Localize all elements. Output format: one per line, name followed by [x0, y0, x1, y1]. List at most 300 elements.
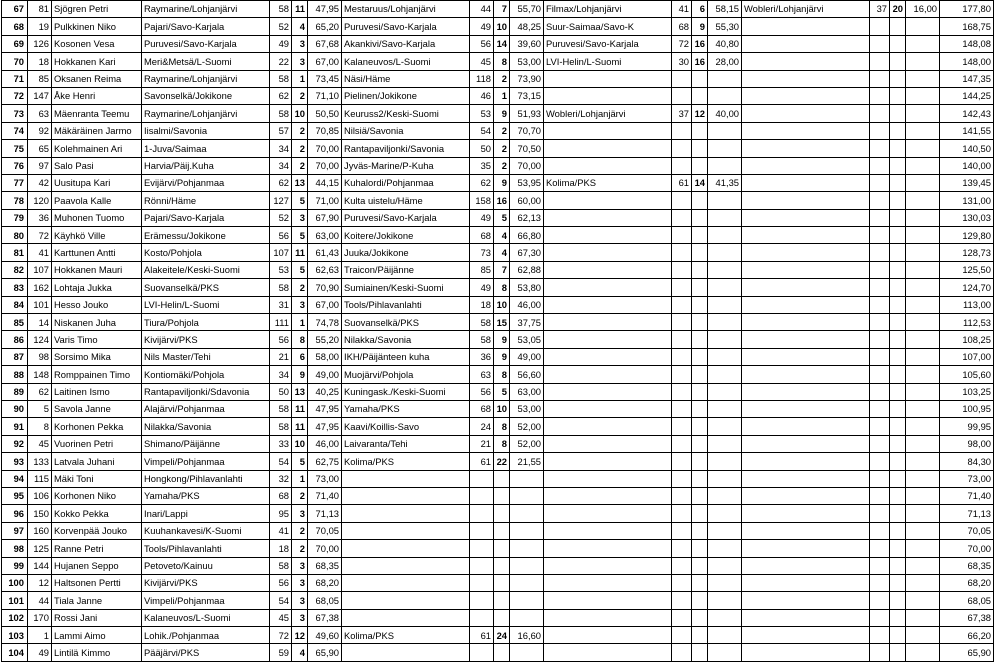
- place2-cell: 8: [494, 279, 510, 296]
- boat3-cell: [672, 209, 692, 226]
- boat1-cell: 50: [270, 383, 292, 400]
- venue2-cell: Puruvesi/Savo-Karjala: [342, 18, 470, 35]
- points2-cell: 53,00: [510, 400, 544, 417]
- rank-cell: 93: [2, 453, 28, 470]
- venue4-cell: [742, 192, 870, 209]
- boat4-cell: [870, 592, 890, 609]
- points1-cell: 71,40: [308, 487, 342, 504]
- points1-cell: 65,20: [308, 18, 342, 35]
- boat1-cell: 45: [270, 609, 292, 626]
- venue2-cell: [342, 505, 470, 522]
- table-row: [2, 627, 994, 644]
- points2-cell: [510, 540, 544, 557]
- points3-cell: [708, 609, 742, 626]
- name-cell: Mäkäräinen Jarmo: [52, 122, 142, 139]
- place1-cell: 5: [292, 453, 308, 470]
- place1-cell: 3: [292, 53, 308, 70]
- points3-cell: [708, 227, 742, 244]
- boat1-cell: 54: [270, 453, 292, 470]
- points3-cell: [708, 540, 742, 557]
- rank-cell: 91: [2, 418, 28, 435]
- table-row: [2, 35, 994, 52]
- place4-cell: [890, 644, 906, 661]
- place1-cell: 12: [292, 627, 308, 644]
- venue2-cell: [342, 522, 470, 539]
- place2-cell: 10: [494, 400, 510, 417]
- boat3-cell: [672, 331, 692, 348]
- bib-cell: 162: [28, 279, 52, 296]
- venue2-cell: Kolima/PKS: [342, 627, 470, 644]
- place1-cell: 3: [292, 209, 308, 226]
- venue1-cell: Puruvesi/Savo-Karjala: [142, 35, 270, 52]
- points1-cell: 49,00: [308, 366, 342, 383]
- venue4-cell: [742, 105, 870, 122]
- bib-cell: 97: [28, 157, 52, 174]
- boat3-cell: [672, 470, 692, 487]
- boat3-cell: [672, 435, 692, 452]
- boat4-cell: [870, 87, 890, 104]
- bib-cell: 36: [28, 209, 52, 226]
- points2-cell: 53,05: [510, 331, 544, 348]
- boat2-cell: 49: [470, 279, 494, 296]
- place3-cell: [692, 487, 708, 504]
- venue2-cell: Kalaneuvos/L-Suomi: [342, 53, 470, 70]
- place4-cell: [890, 87, 906, 104]
- bib-cell: 148: [28, 366, 52, 383]
- points3-cell: [708, 296, 742, 313]
- table-row: [2, 174, 994, 191]
- venue2-cell: Kolima/PKS: [342, 453, 470, 470]
- boat1-cell: 52: [270, 209, 292, 226]
- place3-cell: [692, 574, 708, 591]
- boat3-cell: [672, 557, 692, 574]
- place4-cell: [890, 314, 906, 331]
- boat1-cell: 53: [270, 261, 292, 278]
- venue2-cell: Sumiainen/Keski-Suomi: [342, 279, 470, 296]
- venue3-cell: [544, 261, 672, 278]
- place3-cell: [692, 557, 708, 574]
- place4-cell: [890, 540, 906, 557]
- boat3-cell: 37: [672, 105, 692, 122]
- table-row: [2, 435, 994, 452]
- venue3-cell: [544, 331, 672, 348]
- place4-cell: [890, 418, 906, 435]
- name-cell: Haltsonen Pertti: [52, 574, 142, 591]
- venue4-cell: [742, 348, 870, 365]
- place4-cell: [890, 192, 906, 209]
- points4-cell: [906, 70, 940, 87]
- boat1-cell: 58: [270, 557, 292, 574]
- boat1-cell: 33: [270, 435, 292, 452]
- total-cell: 68,35: [940, 557, 994, 574]
- venue3-cell: [544, 87, 672, 104]
- venue3-cell: Suur-Saimaa/Savo-K: [544, 18, 672, 35]
- name-cell: Salo Pasi: [52, 157, 142, 174]
- place1-cell: 2: [292, 279, 308, 296]
- place1-cell: 9: [292, 366, 308, 383]
- boat3-cell: [672, 261, 692, 278]
- points4-cell: [906, 192, 940, 209]
- boat2-cell: [470, 505, 494, 522]
- boat4-cell: [870, 574, 890, 591]
- points2-cell: 52,00: [510, 435, 544, 452]
- boat4-cell: [870, 418, 890, 435]
- rank-cell: 83: [2, 279, 28, 296]
- venue1-cell: LVI-Helin/L-Suomi: [142, 296, 270, 313]
- venue1-cell: Tiura/Pohjola: [142, 314, 270, 331]
- points1-cell: 73,45: [308, 70, 342, 87]
- boat1-cell: 58: [270, 70, 292, 87]
- table-row: [2, 157, 994, 174]
- place2-cell: [494, 505, 510, 522]
- boat1-cell: 49: [270, 35, 292, 52]
- place4-cell: [890, 244, 906, 261]
- venue2-cell: Mestaruus/Lohjanjärvi: [342, 1, 470, 18]
- boat1-cell: 95: [270, 505, 292, 522]
- points1-cell: 47,95: [308, 400, 342, 417]
- venue3-cell: [544, 244, 672, 261]
- boat3-cell: [672, 487, 692, 504]
- venue1-cell: Shimano/Päijänne: [142, 435, 270, 452]
- points2-cell: 62,13: [510, 209, 544, 226]
- bib-cell: 62: [28, 383, 52, 400]
- place3-cell: 9: [692, 18, 708, 35]
- place1-cell: 6: [292, 348, 308, 365]
- points4-cell: [906, 453, 940, 470]
- boat2-cell: 118: [470, 70, 494, 87]
- venue4-cell: [742, 296, 870, 313]
- boat4-cell: [870, 540, 890, 557]
- venue3-cell: LVI-Helin/L-Suomi: [544, 53, 672, 70]
- venue4-cell: [742, 522, 870, 539]
- venue1-cell: Petoveto/Kainuu: [142, 557, 270, 574]
- place1-cell: 3: [292, 592, 308, 609]
- place3-cell: [692, 279, 708, 296]
- venue4-cell: [742, 574, 870, 591]
- venue4-cell: [742, 644, 870, 661]
- boat2-cell: [470, 609, 494, 626]
- table-row: [2, 18, 994, 35]
- bib-cell: 170: [28, 609, 52, 626]
- points2-cell: [510, 505, 544, 522]
- venue2-cell: Kulta uistelu/Häme: [342, 192, 470, 209]
- bib-cell: 126: [28, 35, 52, 52]
- points3-cell: [708, 505, 742, 522]
- name-cell: Sjögren Petri: [52, 1, 142, 18]
- boat3-cell: 30: [672, 53, 692, 70]
- points4-cell: [906, 487, 940, 504]
- name-cell: Lammi Aimo: [52, 627, 142, 644]
- place3-cell: [692, 435, 708, 452]
- name-cell: Lintilä Kimmo: [52, 644, 142, 661]
- venue2-cell: Pielinen/Jokikone: [342, 87, 470, 104]
- points1-cell: 73,00: [308, 470, 342, 487]
- points3-cell: [708, 314, 742, 331]
- venue2-cell: Nilsiä/Savonia: [342, 122, 470, 139]
- place1-cell: 2: [292, 540, 308, 557]
- results-table: [1, 0, 994, 662]
- place3-cell: [692, 314, 708, 331]
- boat4-cell: [870, 105, 890, 122]
- venue2-cell: Kaavi/Koillis-Savo: [342, 418, 470, 435]
- total-cell: 98,00: [940, 435, 994, 452]
- venue1-cell: Tools/Pihlavanlahti: [142, 540, 270, 557]
- place3-cell: [692, 592, 708, 609]
- points3-cell: [708, 400, 742, 417]
- total-cell: 71,40: [940, 487, 994, 504]
- venue2-cell: Kuhalordi/Pohjanmaa: [342, 174, 470, 191]
- boat1-cell: 111: [270, 314, 292, 331]
- points1-cell: 70,00: [308, 157, 342, 174]
- total-cell: 168,75: [940, 18, 994, 35]
- points1-cell: 74,78: [308, 314, 342, 331]
- place2-cell: [494, 609, 510, 626]
- venue4-cell: [742, 87, 870, 104]
- table-row: [2, 1, 994, 18]
- name-cell: Varis Timo: [52, 331, 142, 348]
- venue2-cell: [342, 540, 470, 557]
- boat4-cell: [870, 400, 890, 417]
- points2-cell: 39,60: [510, 35, 544, 52]
- boat4-cell: [870, 18, 890, 35]
- place2-cell: 2: [494, 140, 510, 157]
- points3-cell: [708, 140, 742, 157]
- venue4-cell: [742, 244, 870, 261]
- venue1-cell: Evijärvi/Pohjanmaa: [142, 174, 270, 191]
- place3-cell: [692, 644, 708, 661]
- boat3-cell: 72: [672, 35, 692, 52]
- boat3-cell: [672, 366, 692, 383]
- place3-cell: [692, 244, 708, 261]
- points3-cell: 55,30: [708, 18, 742, 35]
- table-row: [2, 644, 994, 661]
- boat3-cell: [672, 400, 692, 417]
- place4-cell: [890, 35, 906, 52]
- boat1-cell: 18: [270, 540, 292, 557]
- name-cell: Hesso Jouko: [52, 296, 142, 313]
- place3-cell: [692, 261, 708, 278]
- points3-cell: [708, 279, 742, 296]
- rank-cell: 86: [2, 331, 28, 348]
- points4-cell: [906, 470, 940, 487]
- total-cell: 128,73: [940, 244, 994, 261]
- venue4-cell: [742, 400, 870, 417]
- boat3-cell: [672, 453, 692, 470]
- bib-cell: 19: [28, 18, 52, 35]
- rank-cell: 72: [2, 87, 28, 104]
- place3-cell: 14: [692, 174, 708, 191]
- boat4-cell: [870, 279, 890, 296]
- table-row: [2, 279, 994, 296]
- rank-cell: 89: [2, 383, 28, 400]
- boat4-cell: [870, 331, 890, 348]
- venue3-cell: [544, 487, 672, 504]
- table-row: [2, 366, 994, 383]
- boat1-cell: 58: [270, 418, 292, 435]
- boat3-cell: [672, 522, 692, 539]
- venue4-cell: [742, 209, 870, 226]
- place2-cell: 10: [494, 18, 510, 35]
- points1-cell: 61,43: [308, 244, 342, 261]
- venue3-cell: [544, 453, 672, 470]
- points1-cell: 49,60: [308, 627, 342, 644]
- boat4-cell: [870, 174, 890, 191]
- total-cell: 66,20: [940, 627, 994, 644]
- table-row: [2, 105, 994, 122]
- points1-cell: 67,38: [308, 609, 342, 626]
- place2-cell: 2: [494, 122, 510, 139]
- bib-cell: 5: [28, 400, 52, 417]
- points2-cell: [510, 522, 544, 539]
- points2-cell: 60,00: [510, 192, 544, 209]
- points1-cell: 71,10: [308, 87, 342, 104]
- venue1-cell: Vimpeli/Pohjanmaa: [142, 592, 270, 609]
- bib-cell: 144: [28, 557, 52, 574]
- rank-cell: 73: [2, 105, 28, 122]
- points4-cell: [906, 522, 940, 539]
- venue2-cell: Suovanselkä/PKS: [342, 314, 470, 331]
- place2-cell: 15: [494, 314, 510, 331]
- points3-cell: 40,80: [708, 35, 742, 52]
- place4-cell: [890, 227, 906, 244]
- points1-cell: 70,00: [308, 540, 342, 557]
- bib-cell: 41: [28, 244, 52, 261]
- place2-cell: [494, 487, 510, 504]
- points2-cell: 55,70: [510, 1, 544, 18]
- points2-cell: 73,15: [510, 87, 544, 104]
- table-row: [2, 331, 994, 348]
- points4-cell: [906, 348, 940, 365]
- place3-cell: [692, 470, 708, 487]
- bib-cell: 115: [28, 470, 52, 487]
- venue3-cell: [544, 644, 672, 661]
- points3-cell: [708, 331, 742, 348]
- points1-cell: 67,00: [308, 296, 342, 313]
- boat1-cell: 22: [270, 53, 292, 70]
- venue1-cell: Pajari/Savo-Karjala: [142, 209, 270, 226]
- rank-cell: 77: [2, 174, 28, 191]
- boat1-cell: 56: [270, 331, 292, 348]
- points2-cell: [510, 470, 544, 487]
- place4-cell: [890, 470, 906, 487]
- total-cell: 84,30: [940, 453, 994, 470]
- table-row: [2, 505, 994, 522]
- table-row: [2, 574, 994, 591]
- boat1-cell: 21: [270, 348, 292, 365]
- points2-cell: 48,25: [510, 18, 544, 35]
- boat2-cell: [470, 470, 494, 487]
- points4-cell: 16,00: [906, 1, 940, 18]
- venue3-cell: [544, 279, 672, 296]
- bib-cell: 147: [28, 87, 52, 104]
- venue2-cell: [342, 557, 470, 574]
- place1-cell: 5: [292, 261, 308, 278]
- boat3-cell: 61: [672, 174, 692, 191]
- venue1-cell: Alajärvi/Pohjanmaa: [142, 400, 270, 417]
- venue4-cell: [742, 157, 870, 174]
- points1-cell: 67,68: [308, 35, 342, 52]
- total-cell: 73,00: [940, 470, 994, 487]
- name-cell: Åke Henri: [52, 87, 142, 104]
- boat1-cell: 34: [270, 140, 292, 157]
- points3-cell: 28,00: [708, 53, 742, 70]
- venue1-cell: Pajari/Savo-Karjala: [142, 18, 270, 35]
- venue4-cell: [742, 18, 870, 35]
- boat4-cell: [870, 644, 890, 661]
- venue4-cell: [742, 487, 870, 504]
- bib-cell: 45: [28, 435, 52, 452]
- venue2-cell: Puruvesi/Savo-Karjala: [342, 209, 470, 226]
- place1-cell: 11: [292, 244, 308, 261]
- points3-cell: [708, 383, 742, 400]
- points3-cell: [708, 435, 742, 452]
- total-cell: 65,90: [940, 644, 994, 661]
- place1-cell: 3: [292, 574, 308, 591]
- place4-cell: [890, 574, 906, 591]
- place1-cell: 3: [292, 296, 308, 313]
- boat4-cell: [870, 122, 890, 139]
- venue1-cell: Raymarine/Lohjanjärvi: [142, 105, 270, 122]
- venue2-cell: Laivaranta/Tehi: [342, 435, 470, 452]
- table-row: [2, 487, 994, 504]
- bib-cell: 42: [28, 174, 52, 191]
- name-cell: Tiala Janne: [52, 592, 142, 609]
- place2-cell: [494, 522, 510, 539]
- place3-cell: 6: [692, 1, 708, 18]
- points3-cell: [708, 261, 742, 278]
- venue1-cell: Rönni/Häme: [142, 192, 270, 209]
- points2-cell: 37,75: [510, 314, 544, 331]
- total-cell: 141,55: [940, 122, 994, 139]
- venue4-cell: [742, 418, 870, 435]
- venue2-cell: Traicon/Päijänne: [342, 261, 470, 278]
- total-cell: 147,35: [940, 70, 994, 87]
- venue1-cell: Meri&Metsä/L-Suomi: [142, 53, 270, 70]
- place2-cell: 22: [494, 453, 510, 470]
- venue1-cell: Hongkong/Pihlavanlahti: [142, 470, 270, 487]
- points3-cell: [708, 453, 742, 470]
- place4-cell: [890, 296, 906, 313]
- boat2-cell: [470, 644, 494, 661]
- rank-cell: 67: [2, 1, 28, 18]
- boat2-cell: [470, 592, 494, 609]
- rank-cell: 101: [2, 592, 28, 609]
- total-cell: 70,00: [940, 540, 994, 557]
- boat2-cell: 46: [470, 87, 494, 104]
- rank-cell: 102: [2, 609, 28, 626]
- place4-cell: [890, 453, 906, 470]
- boat3-cell: [672, 609, 692, 626]
- boat2-cell: 50: [470, 140, 494, 157]
- points1-cell: 50,50: [308, 105, 342, 122]
- rank-cell: 88: [2, 366, 28, 383]
- points4-cell: [906, 383, 940, 400]
- table-row: [2, 418, 994, 435]
- venue1-cell: Kosto/Pohjola: [142, 244, 270, 261]
- points1-cell: 63,00: [308, 227, 342, 244]
- points2-cell: 16,60: [510, 627, 544, 644]
- bib-cell: 107: [28, 261, 52, 278]
- boat4-cell: [870, 627, 890, 644]
- venue3-cell: [544, 470, 672, 487]
- place2-cell: 8: [494, 418, 510, 435]
- points3-cell: [708, 418, 742, 435]
- place2-cell: 4: [494, 244, 510, 261]
- venue2-cell: Keuruss2/Keski-Suomi: [342, 105, 470, 122]
- bib-cell: 106: [28, 487, 52, 504]
- boat3-cell: [672, 192, 692, 209]
- boat2-cell: 61: [470, 453, 494, 470]
